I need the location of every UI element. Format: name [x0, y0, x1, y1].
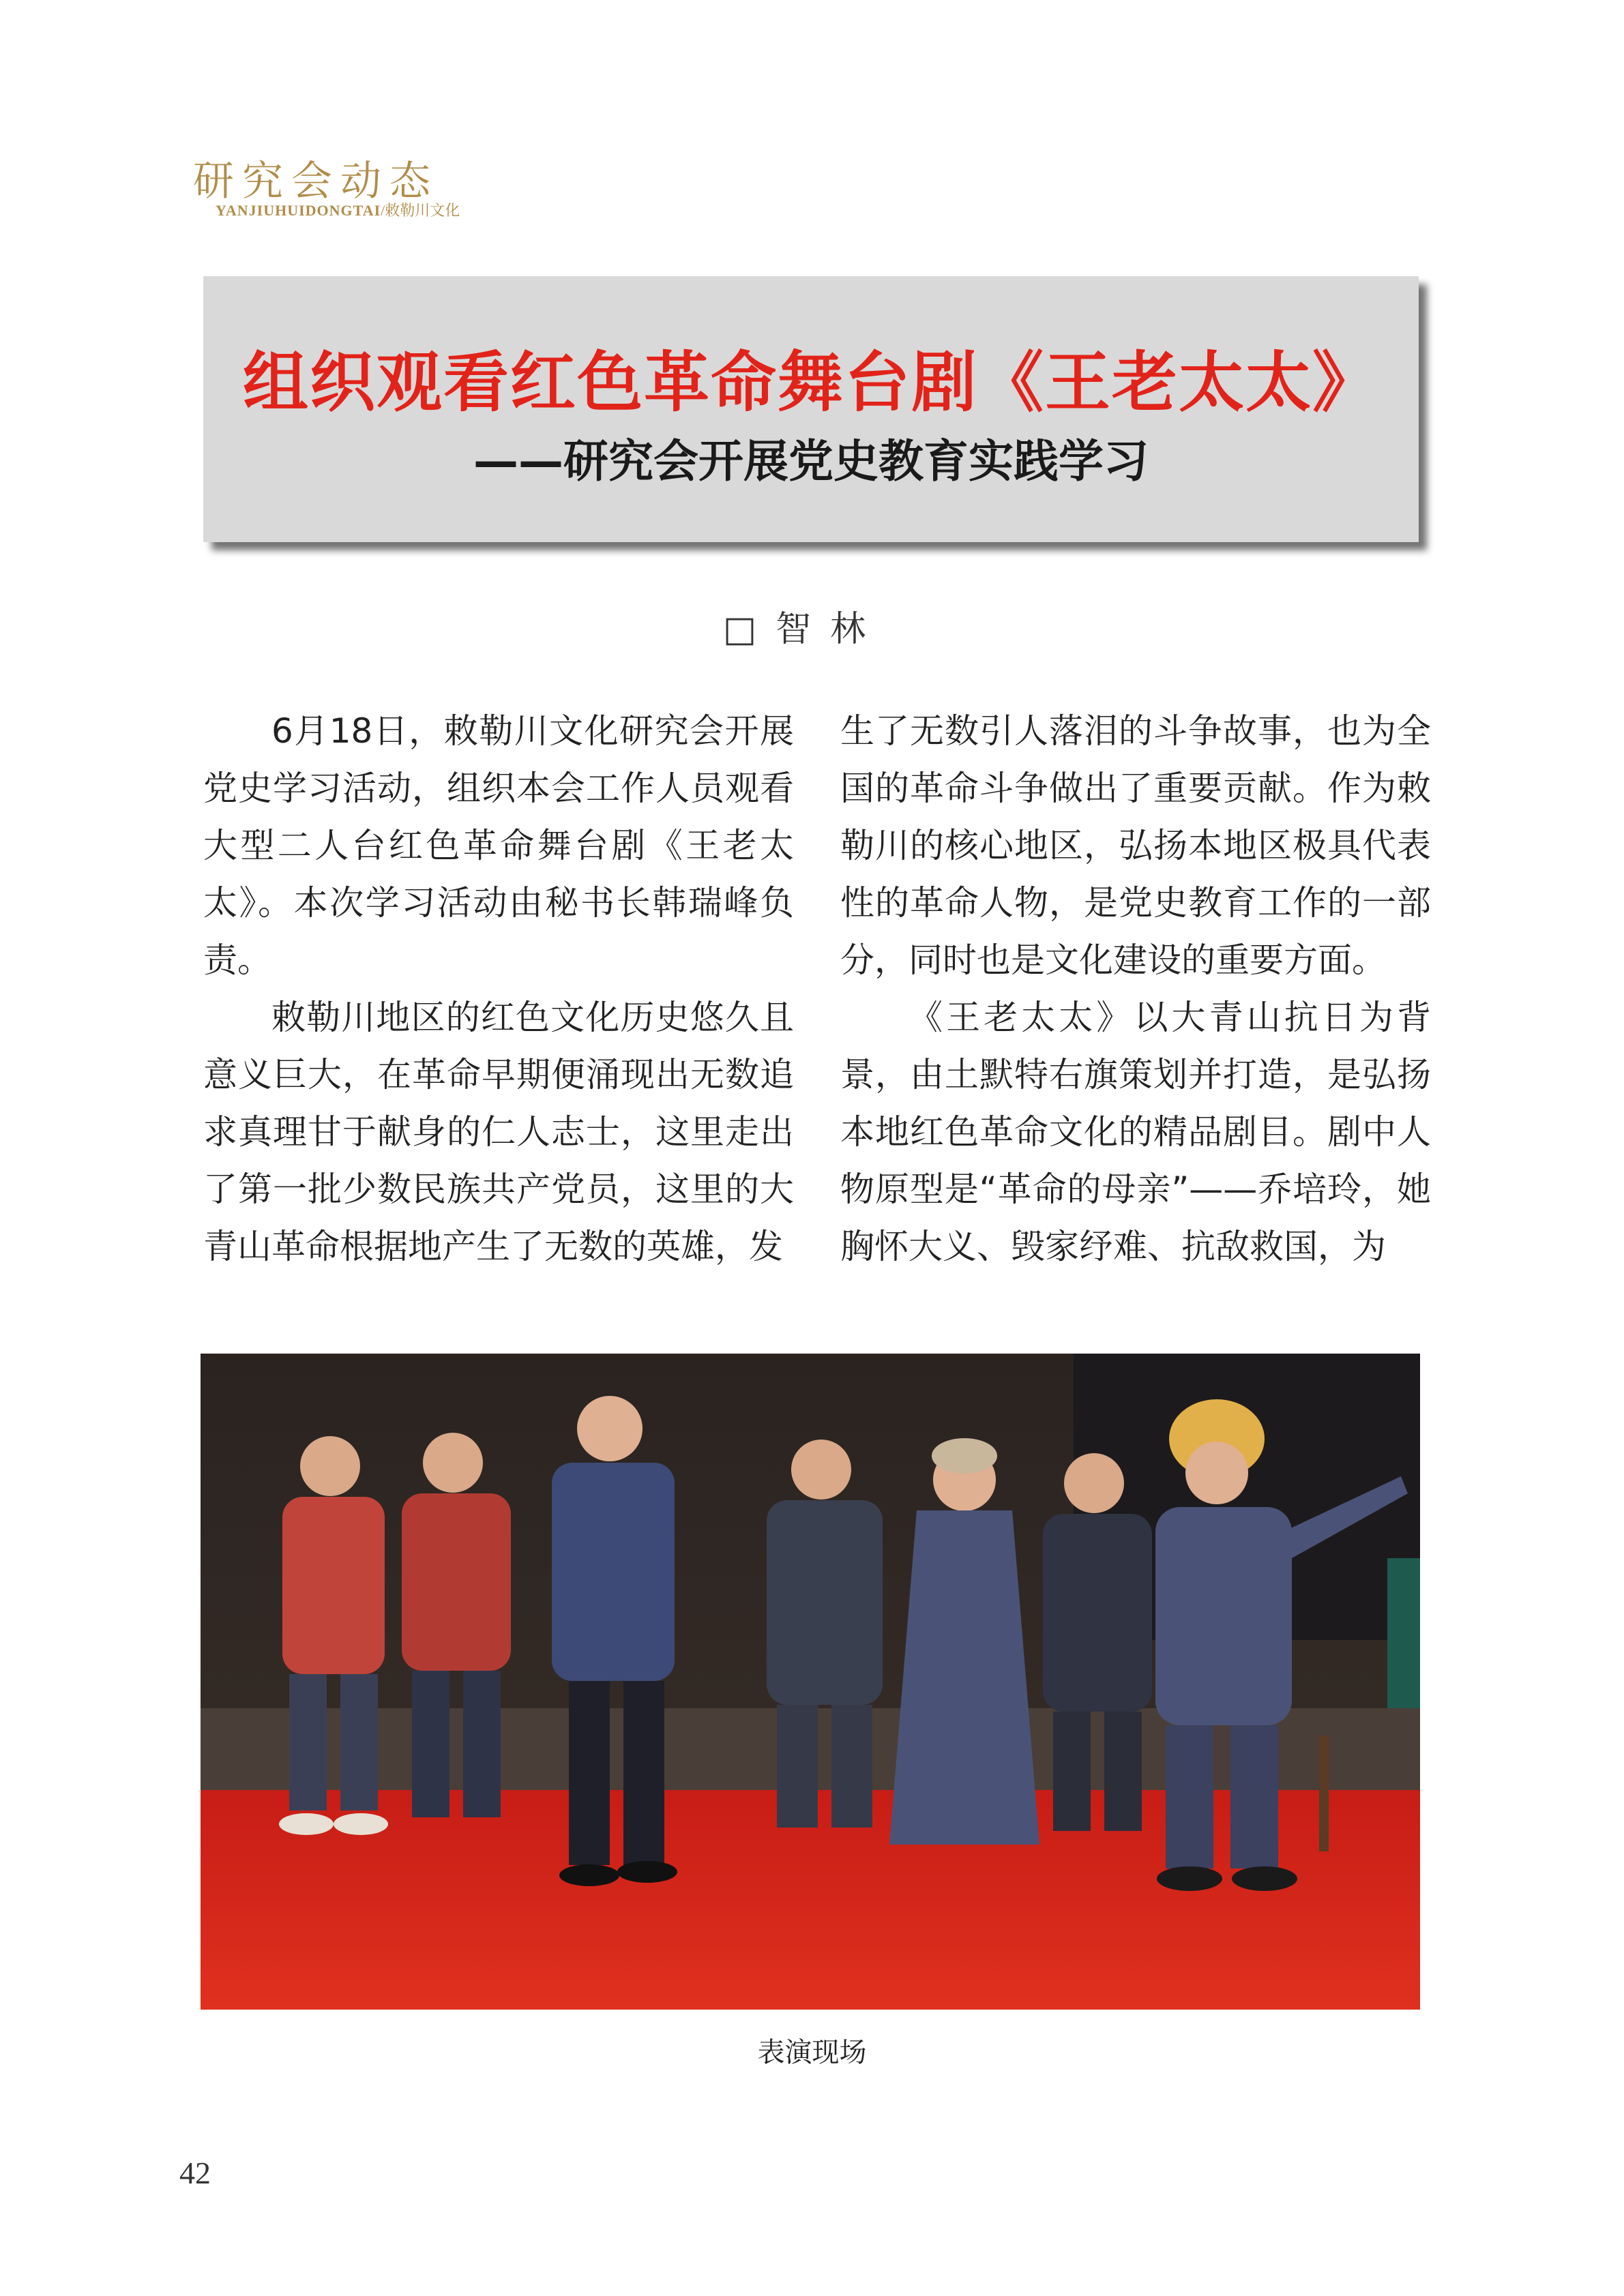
journal-name: 敕勒川文化: [385, 202, 460, 219]
section-separator: /: [381, 202, 385, 219]
text-column-right: [840, 702, 1431, 1275]
paragraph: 《王老太太》以大青山抗日为背景，由土默特右旗策划并打造，是弘扬本地红色革命文化的精品剧目。剧中人物原型是“革命的母亲”——乔培玲，她胸怀大义、毁家纾难、抗敌救国，为: [840, 998, 1431, 1266]
wooden-prop: [1319, 1735, 1329, 1851]
section-pinyin: YANJIUHUIDONGTAI: [216, 202, 381, 219]
performer-group: [279, 1396, 1408, 1891]
section-title: 研究会动态: [193, 158, 439, 205]
title-box: [203, 276, 1419, 542]
article-subtitle: ——研究会开展党史教育实践学习: [473, 435, 1149, 488]
author-name: 智林: [776, 609, 885, 650]
stage-photo: [201, 1354, 1420, 2010]
section-subtitle: [216, 199, 460, 220]
paragraph: 6月18日，敕勒川文化研究会开展党史学习活动，组织本会工作人员观看大型二人台红色革命舞台剧《王老太太》。本次学习活动由秘书长韩瑞峰负责。: [203, 711, 794, 980]
page-number: 42: [179, 2156, 211, 2190]
photo-caption: 表演现场: [757, 2037, 867, 2068]
paragraph: 敕勒川地区的红色文化历史悠久且意义巨大，在革命早期便涌现出无数追求真理甘于献身的仁人志士，这里走出了第一批少数民族共产党员，这里的大青山革命根据地产生了无数的英雄，发: [203, 998, 794, 1266]
article-title: 组织观看红色革命舞台剧《王老太太》: [243, 344, 1379, 421]
author-line: [723, 600, 885, 651]
text-column-left: [203, 702, 794, 1275]
stage-photo-illustration: [201, 1354, 1420, 2010]
paragraph: 生了无数引人落泪的斗争故事，也为全国的革命斗争做出了重要贡献。作为敕勒川的核心地区，弘扬本地区极具代表性的革命人物，是党史教育工作的一部分，同时也是文化建设的重要方面。: [840, 711, 1431, 980]
author-mark: □: [723, 609, 776, 650]
